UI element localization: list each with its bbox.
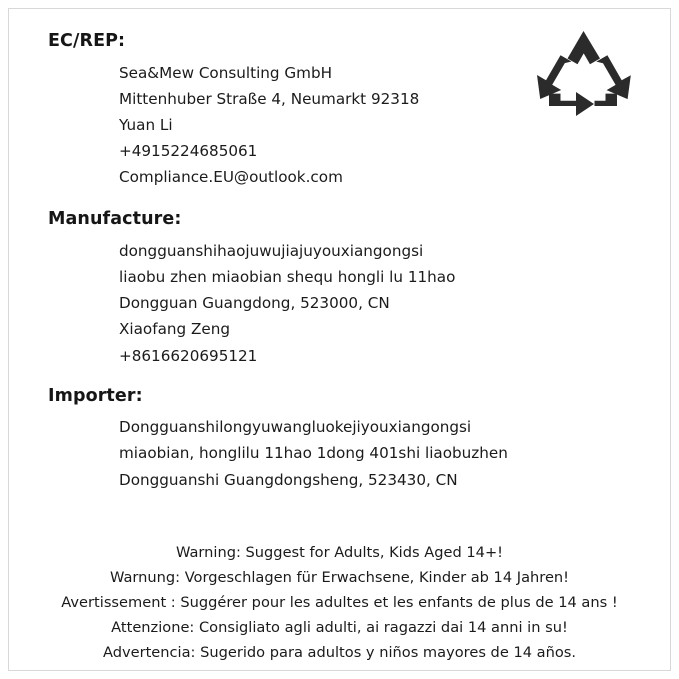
section-lines-importer [119, 414, 639, 492]
section-lines-manufacture [119, 238, 639, 369]
warning-block [0, 540, 679, 665]
section-ec-rep [48, 30, 639, 190]
text-line: Xiaofang Zeng [119, 320, 230, 339]
text-line: Compliance.EU@outlook.com [119, 168, 343, 187]
section-title-manufacture: Manufacture: [48, 209, 182, 230]
text-line: Dongguanshilongyuwangluokejiyouxiangongsi [119, 418, 472, 437]
spacer [48, 192, 639, 208]
spacer [48, 371, 639, 385]
section-lines-ec-rep [119, 60, 639, 191]
text-line: Dongguanshi Guangdongsheng, 523430, CN [119, 470, 458, 489]
text-line: Dongguan Guangdong, 523000, CN [119, 294, 390, 313]
text-line: Mittenhuber Straße 4, Neumarkt 92318 [119, 89, 420, 108]
text-line: liaobu zhen miaobian shequ hongli lu 11hao [119, 268, 456, 287]
warning-line-it: Attenzione: Consigliato agli adulti, ai ragazzi dai 14 anni in su! [111, 619, 568, 637]
warning-line-fr: Avertissement : Suggérer pour les adultes et les enfants de plus de 14 ans ! [61, 594, 618, 612]
text-line: miaobian, honglilu 11hao 1dong 401shi liaobuzhen [119, 444, 508, 463]
text-line: dongguanshihaojuwujiajuyouxiangongsi [119, 241, 424, 260]
text-line: Sea&Mew Consulting GmbH [119, 63, 333, 82]
warning-line-es: Advertencia: Sugerido para adultos y niños mayores de 14 años. [102, 644, 577, 662]
section-title-ec-rep: EC/REP: [48, 31, 126, 51]
text-line: +4915224685061 [119, 142, 258, 161]
warning-line-de: Warnung: Vorgeschlagen für Erwachsene, Kinder ab 14 Jahren! [109, 569, 570, 587]
text-line: Yuan Li [119, 115, 173, 134]
text-line: +8616620695121 [119, 346, 258, 365]
warning-line-en: Warning: Suggest for Adults, Kids Aged 14+! [175, 544, 504, 561]
section-title-importer: Importer: [48, 385, 143, 406]
section-manufacture [48, 208, 639, 368]
section-importer [48, 385, 639, 493]
